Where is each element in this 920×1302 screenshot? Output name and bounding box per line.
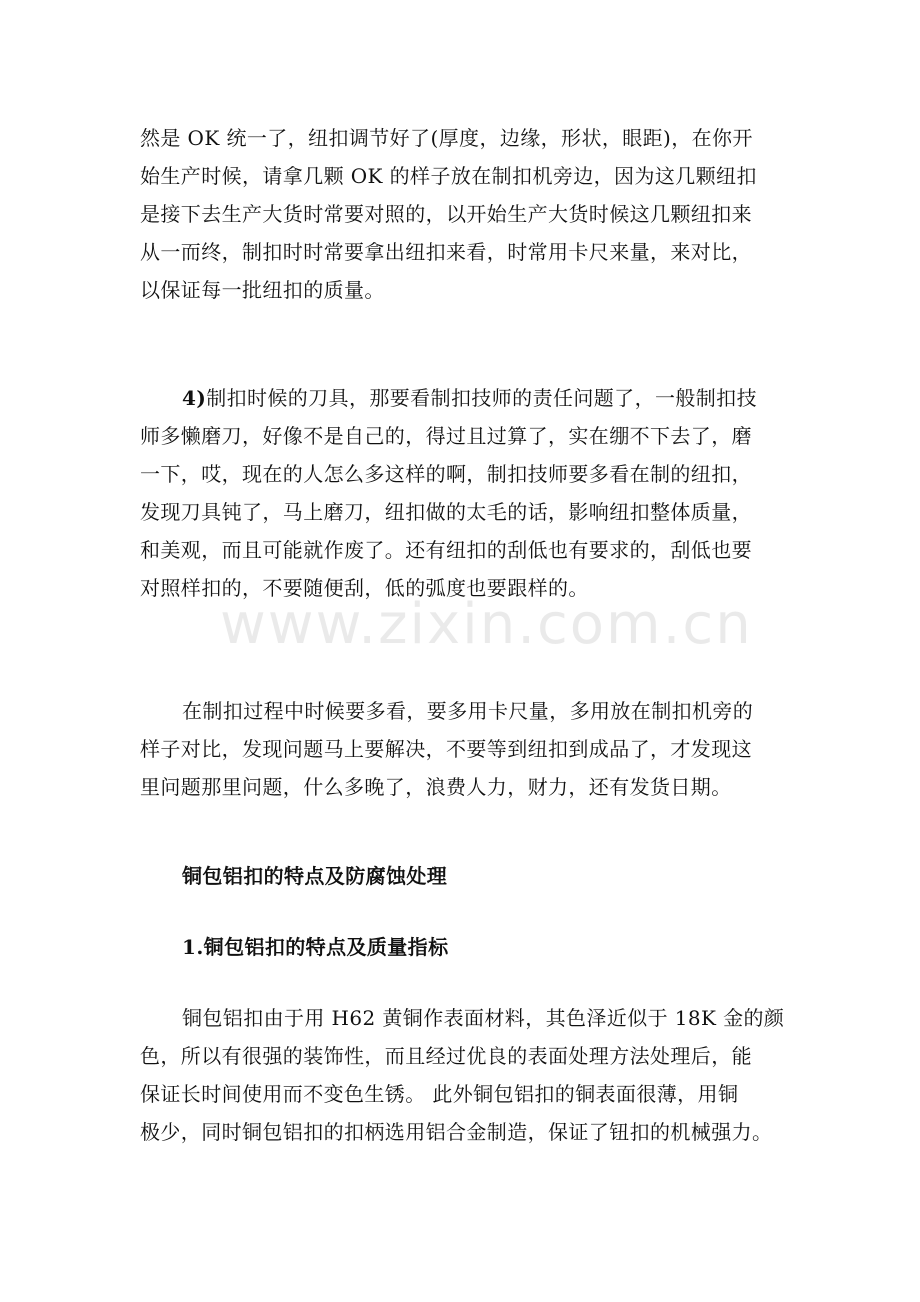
paragraph-2-line-2: 师多懒磨刀，好像不是自己的，得过且过算了，实在绷不下去了，磨 [140,424,752,448]
watermark: www.zixin.com.cn [220,592,753,657]
paragraph-2 [140,379,785,607]
paragraph-4 [140,999,785,1151]
paragraph-1-line-4: 从一而终，制扣时时常要拿出纽扣来看，时常用卡尺来量，来对比， [140,240,752,264]
paragraph-2-line-4: 发现刀具钝了，马上磨刀，纽扣做的太毛的话，影响纽扣整体质量， [140,500,752,524]
paragraph-2-line-1-text: 制扣时候的刀具，那要看制扣技师的责任问题了，一般制扣技 [206,386,757,410]
paragraph-4-line-3: 保证长时间使用而不变色生锈。 此外铜包铝扣的铜表面很薄，用铜 [140,1082,739,1106]
paragraph-4-line-2: 色，所以有很强的装饰性，而且经过优良的表面处理方法处理后，能 [140,1044,752,1068]
paragraph-1-line-2: 始生产时候，请拿几颗 OK 的样子放在制扣机旁边，因为这几颗纽扣 [140,164,757,188]
paragraph-4-line-4: 极少，同时铜包铝扣的扣柄选用铝合金制造，保证了钮扣的机械强力。 [140,1120,773,1144]
paragraph-2-line-3: 一下，哎，现在的人怎么多这样的啊，制扣技师要多看在制的纽扣， [140,462,752,486]
paragraph-2-line-5: 和美观，而且可能就作废了。还有纽扣的刮低也有要求的，刮低也要 [140,538,752,562]
paragraph-1-line-3: 是接下去生产大货时常要对照的，以开始生产大货时候这几颗纽扣来 [140,202,752,226]
paragraph-3-line-1: 在制扣过程中时候要多看，要多用卡尺量，多用放在制扣机旁的 [182,699,754,723]
paragraph-3-line-3: 里问题那里问题，什么多晚了，浪费人力，财力，还有发货日期。 [140,775,732,799]
paragraph-1-line-5: 以保证每一批纽扣的质量。 [140,278,385,302]
paragraph-2-line-1 [140,379,785,417]
section-heading: 铜包铝扣的特点及防腐蚀处理 [182,864,448,888]
paragraph-3-line-2: 样子对比，发现问题马上要解决，不要等到纽扣到成品了，才发现这 [140,737,752,761]
subsection-heading: 1.铜包铝扣的特点及质量指标 [182,935,449,959]
paragraph-4-line-1: 铜包铝扣由于用 H62 黄铜作表面材料，其色泽近似于 18K 金的颜 [182,1006,785,1030]
paragraph-2-number: 4) [182,386,207,410]
paragraph-3 [140,692,785,806]
paragraph-2-line-6: 对照样扣的，不要随便刮，低的弧度也要跟样的。 [140,576,589,600]
paragraph-1 [140,119,785,309]
paragraph-1-line-1: 然是 OK 统一了，纽扣调节好了(厚度，边缘，形状，眼距)，在你开 [140,126,753,150]
